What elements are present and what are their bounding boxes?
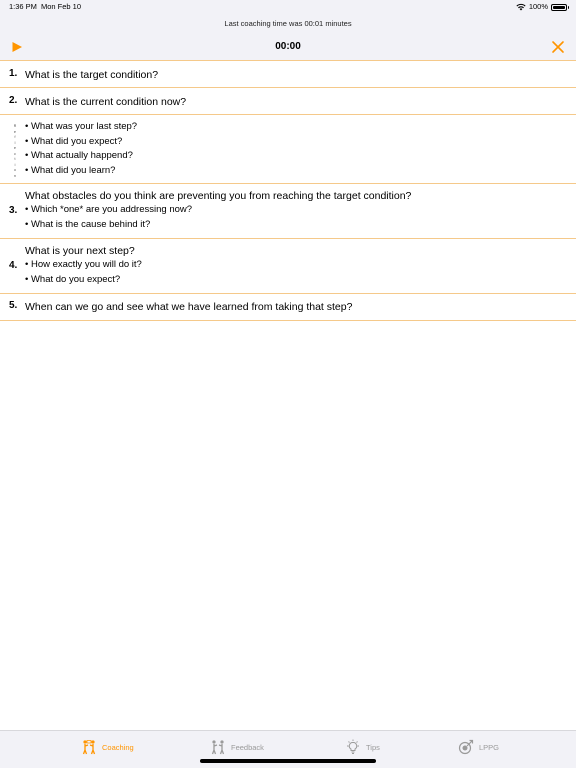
reflection-vertical-label: R e f l e c t i o n: [13, 124, 17, 178]
bullet-item: • How exactly you will do it?: [25, 259, 142, 270]
home-indicator[interactable]: [200, 759, 376, 763]
battery-icon: [551, 4, 567, 11]
reflection-row: [0, 115, 576, 184]
battery-percent: 100%: [528, 2, 548, 11]
wifi-icon: [516, 3, 526, 11]
feedback-icon: [210, 739, 226, 755]
question-row-4: [0, 239, 576, 294]
status-date: Mon Feb 10: [41, 2, 82, 11]
tab-label: Feedback: [231, 742, 264, 752]
question-text: What is your next step?: [25, 245, 135, 257]
last-coaching-time: Last coaching time was 00:01 minutes: [224, 19, 352, 28]
navigation-bar: [0, 14, 576, 61]
timer-display: 00:00: [275, 41, 301, 52]
tab-tips[interactable]: [345, 739, 380, 755]
bullet-item: • What was your last step?: [25, 121, 138, 132]
tab-feedback[interactable]: [210, 739, 264, 755]
question-row-5: [0, 294, 576, 321]
bullet-item: • What actually happend?: [25, 150, 133, 161]
question-text: What is the target condition?: [25, 69, 159, 81]
question-number: 5.: [9, 300, 18, 311]
bullet-item: • What is the cause behind it?: [25, 218, 151, 230]
coaching-questions: [0, 62, 576, 321]
tab-coaching[interactable]: [81, 739, 134, 755]
bullet-item: • Which *one* are you addressing now?: [25, 204, 193, 215]
question-text: When can we go and see what we have learned from taking that step?: [25, 301, 353, 313]
tab-lppg[interactable]: [458, 739, 499, 755]
question-number: 4.: [9, 260, 18, 271]
bullet-item: • What did you learn?: [25, 164, 116, 176]
close-button[interactable]: [551, 40, 565, 54]
question-text: What obstacles do you think are preventing you from reaching the target condition?: [25, 190, 412, 202]
status-time: 1:36 PM: [9, 2, 37, 11]
tab-label: Coaching: [102, 742, 134, 752]
tab-label: LPPG: [479, 742, 500, 752]
tab-label: Tips: [366, 742, 380, 752]
question-row-1: [0, 62, 576, 88]
question-number: 2.: [9, 95, 18, 106]
status-bar: [0, 0, 576, 14]
question-number: 3.: [9, 205, 18, 216]
bullet-item: • What do you expect?: [25, 273, 121, 285]
bullet-item: • What did you expect?: [25, 135, 123, 147]
question-number: 1.: [9, 68, 18, 79]
question-text: What is the current condition now?: [25, 96, 187, 108]
question-row-2: [0, 88, 576, 115]
lppg-icon: [458, 739, 474, 755]
status-indicators: [516, 0, 567, 14]
lightbulb-icon: [345, 739, 361, 755]
question-row-3: [0, 184, 576, 239]
coaching-icon: [81, 739, 97, 755]
